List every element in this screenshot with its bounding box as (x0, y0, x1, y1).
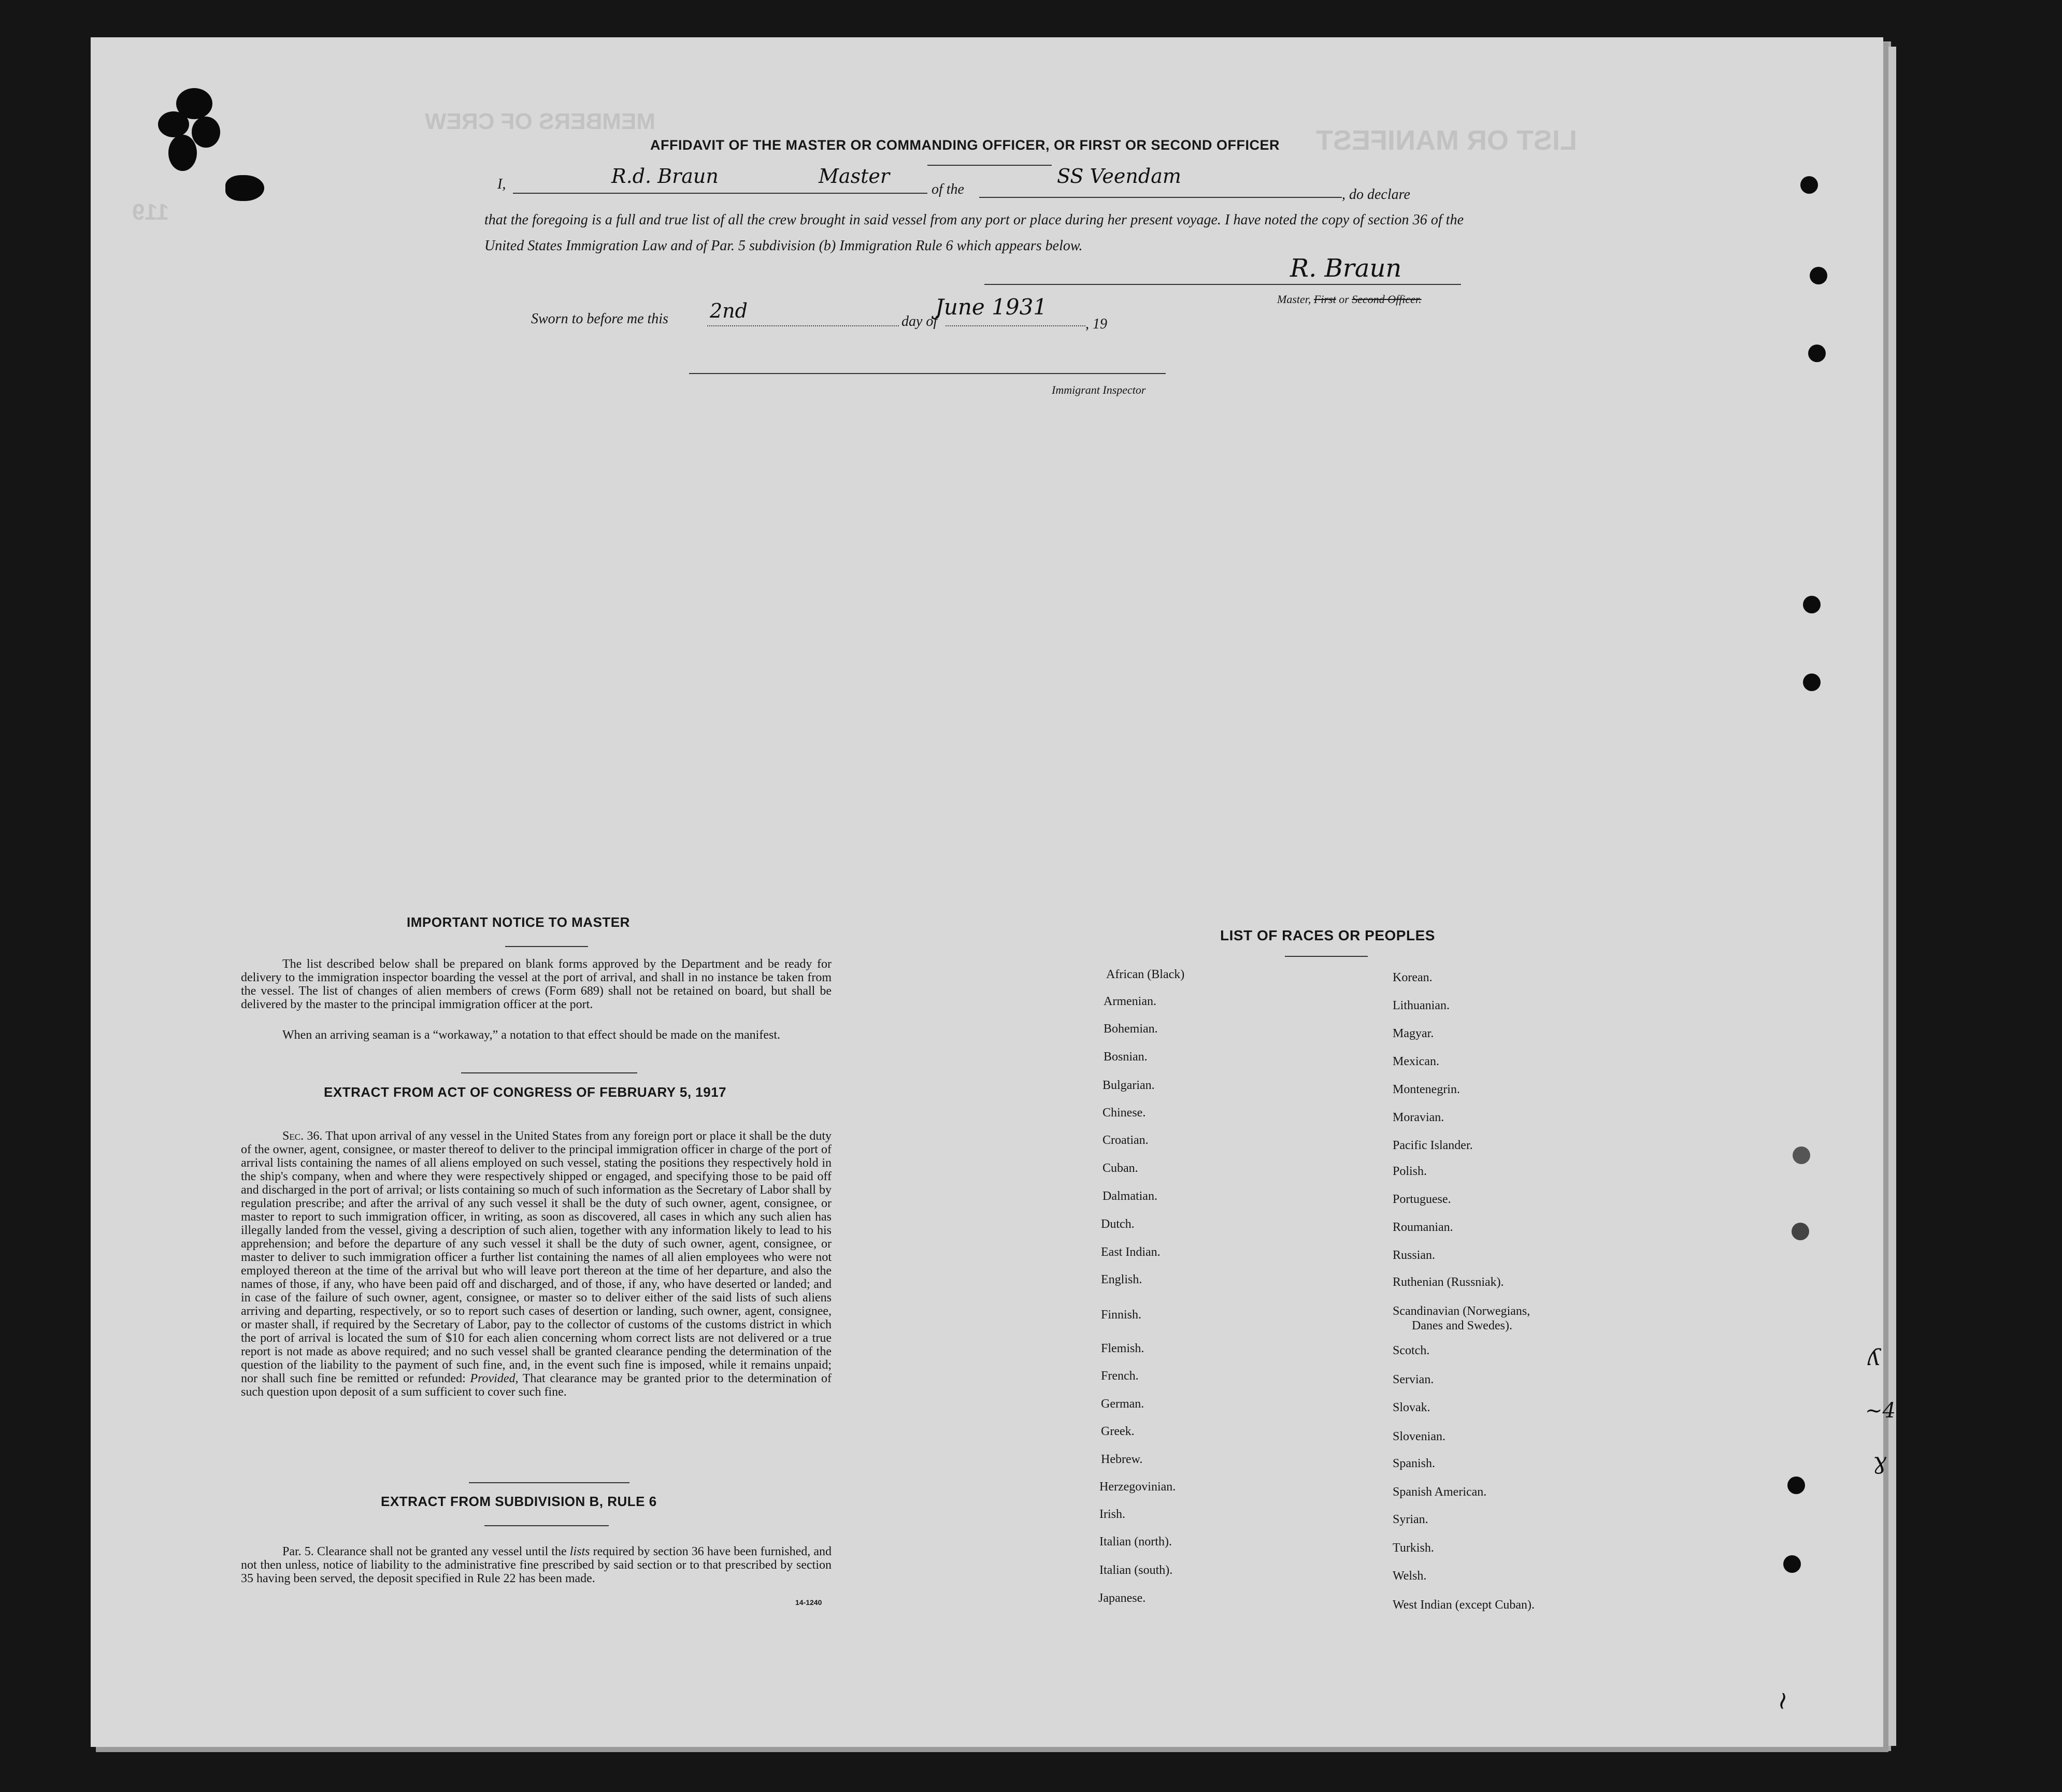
caption-or: or (1339, 293, 1349, 306)
binder-hole (1808, 345, 1826, 362)
sworn-month-line (946, 325, 1085, 326)
race-item: Herzegovinian. (1099, 1480, 1176, 1494)
race-item: Scandinavian (Norwegians, (1393, 1304, 1530, 1318)
document-page (91, 37, 1883, 1747)
rule-text-a: Par. 5. Clearance shall not be granted any vessel until the (282, 1545, 567, 1558)
signature-caption (1277, 293, 1422, 306)
race-item: Spanish American. (1393, 1485, 1487, 1499)
sworn-day-line (707, 325, 899, 326)
race-item: Bulgarian. (1102, 1079, 1155, 1092)
race-item: Magyar. (1393, 1027, 1434, 1040)
race-item: Korean. (1393, 971, 1433, 984)
race-item: Italian (north). (1099, 1535, 1172, 1549)
race-item: Welsh. (1393, 1569, 1427, 1583)
sworn-prefix: Sworn to before me this (531, 311, 668, 327)
caption-first: First (1313, 293, 1336, 306)
ink-stain (225, 175, 264, 201)
ink-stain (192, 117, 220, 148)
race-item: West Indian (except Cuban). (1393, 1598, 1535, 1612)
race-item: Russian. (1393, 1249, 1436, 1262)
race-item: Irish. (1099, 1508, 1125, 1521)
notice-divider (461, 1072, 637, 1073)
races-underline (1285, 956, 1368, 957)
sec-36-body: That upon arrival of any vessel in the United States from any foreign port or place it shall be the duty of the owner, agent, consignee, or master thereof to deliver to the principal immigration officer in charge of the port of arrival lists containing the names of all aliens employed on such vessel, stating the positions they respectively hold in the ship's company, when and where they were respectively shipped or engaged, and specifying those to be paid off and discharged in the port of arrival; or lists containing so much of such information as the Secretary of Labor shall by regulation prescribe; and after the arrival of any such vessel it shall be the duty of such owner, agent, consignee, or master to report to such immigration officer, in writing, as soon as discovered, all cases in which any such alien has illegally landed from the vessel, giving a description of such alien, together with any information likely to lead to his apprehension; and before the departure of any such vessel it shall be the duty of such owner, agent, consignee, or master to deliver to such immigration officer a further list containing the names of all alien employees who were not employed thereon at the time of the arrival but who will leave port thereon at the time of her departure, and also the names of those, if any, who have been paid off and discharged, and of those, if any, who have deserted or landed; and in case of the failure of such owner, agent, consignee, or master so to deliver either of the said lists of such aliens arriving and departing, respectively, or so to report such cases of desertion or landing, such owner, agent, consignee, or master shall, if required by the Secretary of Labor, pay to the collector of customs of the customs district in which the port of arrival is located the sum of $10 for each alien concerning whom correct lists are not delivered or a true report is not made as above required; and no such vessel shall be granted clearance pending the determination of the question of the liability to the payment of such fine, and, in the event such fine is imposed, while it remains unpaid; nor shall such fine be remitted or refunded: (241, 1129, 832, 1385)
race-item: English. (1101, 1273, 1142, 1286)
race-item: Syrian. (1393, 1513, 1428, 1526)
race-item: Slovak. (1393, 1401, 1430, 1414)
race-item: Flemish. (1101, 1342, 1144, 1355)
name-line (513, 193, 927, 194)
binder-hole (1800, 176, 1818, 194)
notice-title: IMPORTANT NOTICE TO MASTER (407, 914, 630, 930)
race-item: Armenian. (1104, 995, 1156, 1008)
act-divider (469, 1482, 629, 1483)
sec-36-label: Sec. 36. (282, 1129, 323, 1143)
race-item: Danes and Swedes). (1412, 1319, 1512, 1332)
race-item: Finnish. (1101, 1308, 1142, 1322)
form-number: 14-1240 (795, 1598, 822, 1607)
race-item: Portuguese. (1393, 1193, 1451, 1206)
bleed-through-header: LIST OR MANIFEST (1316, 125, 1577, 156)
extract-rule-text (241, 1545, 832, 1585)
race-item: Scotch. (1393, 1344, 1430, 1357)
affidavit-body: that the foregoing is a full and true list of all the crew brought in said vessel from any port or place during her present voyage. I have noted the copy of section 36 of the United States Immigration Law and of Par. 5 subdivision (b) Immigration Rule 6 which appears below. (484, 212, 1464, 254)
race-item: Montenegrin. (1393, 1083, 1460, 1096)
race-item: Italian (south). (1099, 1564, 1173, 1577)
inspector-line (689, 373, 1166, 374)
ship-line (979, 197, 1342, 198)
rule-underline (484, 1525, 609, 1526)
race-item: Lithuanian. (1393, 999, 1450, 1012)
ink-stain (158, 111, 189, 137)
bleed-through-page-number: 119 (132, 199, 169, 225)
race-item: Servian. (1393, 1373, 1434, 1386)
rule-text-b: required by section 36 have been furnished, and not then unless, notice of liability to the administrative fine prescribed by said section or to that prescribed by section 35 having been served, the deposit specified in Rule 22 has been made. (241, 1545, 832, 1585)
caption-second: Second Officer. (1352, 293, 1422, 306)
affidavit-i: I, (497, 176, 506, 192)
binder-hole (1787, 1476, 1805, 1494)
sworn-dayof: day of (901, 313, 938, 329)
race-item: Hebrew. (1101, 1453, 1143, 1466)
race-item: East Indian. (1101, 1245, 1161, 1259)
provided-label: Provided, (470, 1372, 519, 1385)
provided-body: That clearance may be granted prior to the determination of such question upon deposit of a sum sufficient to cover such fine. (241, 1372, 832, 1399)
race-item: Greek. (1101, 1425, 1135, 1438)
race-item: Bohemian. (1104, 1022, 1158, 1036)
race-item: Ruthenian (Russniak). (1393, 1275, 1504, 1289)
notice-underline (505, 946, 588, 947)
race-item: Polish. (1393, 1165, 1427, 1178)
rule-text-lists: lists (569, 1545, 590, 1558)
binder-hole (1803, 673, 1821, 691)
handwritten-month: June 1931 (935, 294, 1048, 320)
race-item: Bosnian. (1104, 1050, 1148, 1064)
race-item: Dalmatian. (1102, 1189, 1157, 1203)
handwritten-name: R.d. Braun (611, 165, 719, 188)
race-item: French. (1101, 1369, 1139, 1383)
affidavit-declare: , do declare (1342, 187, 1410, 203)
margin-mark: ɣ (1873, 1448, 1887, 1474)
ink-stain (168, 135, 197, 171)
race-item: African (Black) (1106, 968, 1185, 981)
race-item: Slovenian. (1393, 1430, 1445, 1443)
race-item: Mexican. (1393, 1055, 1439, 1068)
race-item: Pacific Islander. (1393, 1139, 1473, 1152)
notice-paragraph-1: The list described below shall be prepared on blank forms approved by the Department and be ready for delivery to the immigration inspector boarding the vessel at the port of arrival, and shall in no instance be taken from the vessel. The list of changes of alien members of crews (Form 689) shall not be retained on board, but shall be delivered by the master to the principal immigration officer at the port. (241, 957, 832, 1011)
margin-mark: ʎ (1868, 1344, 1881, 1371)
handwritten-signature: R. Braun (1290, 254, 1402, 283)
affidavit-title: AFFIDAVIT OF THE MASTER OR COMMANDING OFFICER, OR FIRST OR SECOND OFFICER (650, 137, 1280, 153)
race-item: Moravian. (1393, 1111, 1444, 1124)
binder-hole (1810, 267, 1827, 284)
sworn-year: , 19 (1085, 316, 1107, 332)
affidavit-of-the: of the (932, 181, 964, 197)
margin-mark: ~ (1766, 1688, 1799, 1714)
race-item: Japanese. (1098, 1592, 1146, 1605)
signature-line (984, 284, 1461, 285)
races-title: LIST OF RACES OR PEOPLES (1220, 927, 1435, 943)
inspector-caption: Immigrant Inspector (1052, 383, 1146, 396)
extract-act-text (241, 1129, 832, 1399)
extract-rule-title: EXTRACT FROM SUBDIVISION B, RULE 6 (381, 1494, 657, 1509)
race-item: German. (1101, 1397, 1144, 1411)
handwritten-ship: SS Veendam (1057, 165, 1181, 188)
bleed-through-crew: MEMBERS OF CREW (425, 109, 655, 134)
race-item: Turkish. (1393, 1541, 1434, 1555)
handwritten-day: 2nd (710, 299, 748, 322)
extract-act-title: EXTRACT FROM ACT OF CONGRESS OF FEBRUARY 5, 1917 (324, 1084, 727, 1100)
race-item: Roumanian. (1393, 1221, 1453, 1234)
race-item: Cuban. (1102, 1162, 1138, 1175)
race-item: Spanish. (1393, 1457, 1436, 1470)
notice-paragraph-2: When an arriving seaman is a “workaway,” a notation to that effect should be made on the manifest. (282, 1028, 780, 1042)
margin-mark: ~4 (1865, 1399, 1896, 1423)
binder-hole (1793, 1146, 1810, 1164)
binder-hole (1792, 1223, 1809, 1240)
race-item: Croatian. (1102, 1134, 1149, 1147)
binder-hole (1783, 1555, 1801, 1573)
caption-master: Master, (1277, 293, 1311, 306)
race-item: Dutch. (1101, 1217, 1135, 1231)
race-item: Chinese. (1102, 1106, 1146, 1120)
handwritten-rank: Master (819, 165, 890, 188)
title-underline (927, 165, 1052, 166)
binder-hole (1803, 596, 1821, 613)
